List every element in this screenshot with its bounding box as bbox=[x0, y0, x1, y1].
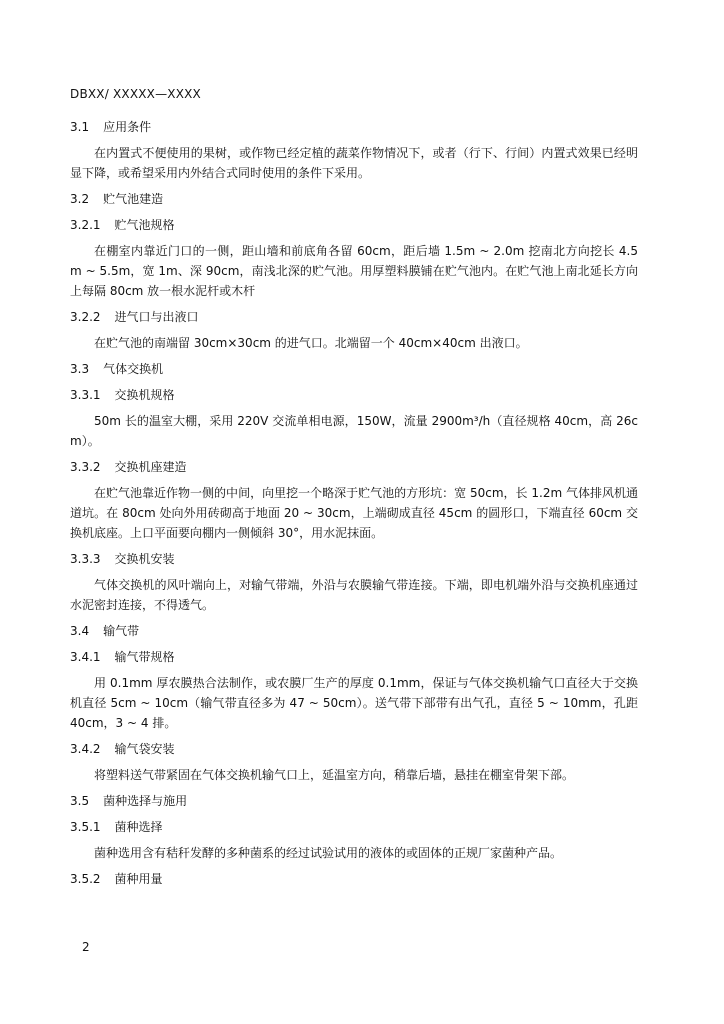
subsection-heading bbox=[70, 871, 638, 887]
section-heading bbox=[70, 361, 638, 377]
section-number: 3.4.1 bbox=[70, 650, 101, 664]
section-number: 3.5 bbox=[70, 794, 90, 808]
section-number: 3.2.2 bbox=[70, 310, 101, 324]
section-heading bbox=[70, 623, 638, 639]
body-paragraph: 气体交换机的风叶端向上，对输气带端，外沿与农膜输气带连接。下端，即电机端外沿与交换机座通过水泥密封连接，不得透气。 bbox=[70, 578, 638, 612]
section-title: 输气袋安装 bbox=[114, 742, 175, 756]
subsection-heading bbox=[70, 459, 638, 475]
body-paragraph: 菌种选用含有秸秆发酵的多种菌系的经过试验试用的液体的或固体的正规厂家菌种产品。 bbox=[94, 846, 563, 860]
section-number: 3.5.1 bbox=[70, 820, 101, 834]
section-title: 进气口与出液口 bbox=[114, 310, 199, 324]
section-number: 3.4.2 bbox=[70, 742, 101, 756]
section-heading bbox=[70, 793, 638, 809]
subsection-heading bbox=[70, 309, 638, 325]
section-title: 菌种选择与施用 bbox=[103, 794, 188, 808]
section-number: 3.5.2 bbox=[70, 872, 101, 886]
section-title: 输气带规格 bbox=[114, 650, 175, 664]
section-number: 3.2.1 bbox=[70, 218, 101, 232]
body-paragraph: 在贮气池靠近作物一侧的中间，向里挖一个略深于贮气池的方形坑：宽 50cm，长 1.2m 气体排风机通道坑。在 80cm 处向外用砖砌高于地面 20 ~ 30cm，上端砌成直径 45cm 的圆形口，下端直径 60cm 交换机底座。上口平面要向棚内一侧倾斜 30°，用水泥抹面。 bbox=[70, 486, 638, 540]
body-paragraph: 50m 长的温室大棚，采用 220V 交流单相电源，150W，流量 2900m³/h（直径规格 40cm，高 26cm）。 bbox=[70, 414, 638, 448]
section-title: 菌种用量 bbox=[114, 872, 163, 886]
subsection-heading bbox=[70, 819, 638, 835]
section-title: 菌种选择 bbox=[114, 820, 163, 834]
section-number: 3.3.1 bbox=[70, 388, 101, 402]
body-paragraph: 在内置式不便使用的果树，或作物已经定植的蔬菜作物情况下，或者（行下、行间）内置式效果已经明显下降，或希望采用内外结合式同时使用的条件下采用。 bbox=[70, 146, 638, 180]
section-number: 3.4 bbox=[70, 624, 90, 638]
section-title: 贮气池建造 bbox=[103, 192, 164, 206]
subsection-heading bbox=[70, 741, 638, 757]
section-title: 交换机安装 bbox=[114, 552, 175, 566]
section-title: 气体交换机 bbox=[103, 362, 164, 376]
document-body bbox=[70, 119, 638, 897]
subsection-heading bbox=[70, 387, 638, 403]
section-number: 3.3 bbox=[70, 362, 90, 376]
section-heading bbox=[70, 191, 638, 207]
section-heading bbox=[70, 119, 638, 135]
section-title: 输气带 bbox=[103, 624, 140, 638]
section-title: 交换机座建造 bbox=[114, 460, 187, 474]
section-number: 3.1 bbox=[70, 120, 90, 134]
section-title: 贮气池规格 bbox=[114, 218, 175, 232]
document-code-header: DBXX/ XXXXX—XXXX bbox=[70, 87, 201, 101]
subsection-heading bbox=[70, 649, 638, 665]
body-paragraph: 将塑料送气带紧固在气体交换机输气口上，延温室方向，稍靠后墙，悬挂在棚室骨架下部。 bbox=[94, 768, 575, 782]
section-number: 3.3.2 bbox=[70, 460, 101, 474]
section-title: 交换机规格 bbox=[114, 388, 175, 402]
body-paragraph: 在棚室内靠近门口的一侧，距山墙和前底角各留 60cm，距后墙 1.5m ~ 2.0m 挖南北方向挖长 4.5 m ~ 5.5m，宽 1m、深 90cm，南浅北深的贮气池。用厚塑料膜铺在贮气池内。在贮气池上南北延长方向上每隔 80cm 放一根水泥杆或木杆 bbox=[70, 244, 638, 298]
section-title: 应用条件 bbox=[103, 120, 152, 134]
body-paragraph: 用 0.1mm 厚农膜热合法制作，或农膜厂生产的厚度 0.1mm，保证与气体交换机输气口直径大于交换机直径 5cm ~ 10cm（输气带直径多为 47 ~ 50cm）。送气带下部带有出气孔，直径 5 ~ 10mm，孔距 40cm，3 ~ 4 排。 bbox=[70, 676, 638, 730]
body-paragraph: 在贮气池的南端留 30cm×30cm 的进气口。北端留一个 40cm×40cm 出液口。 bbox=[94, 336, 528, 350]
section-number: 3.2 bbox=[70, 192, 90, 206]
subsection-heading bbox=[70, 217, 638, 233]
page-number: 2 bbox=[82, 940, 90, 954]
subsection-heading bbox=[70, 551, 638, 567]
section-number: 3.3.3 bbox=[70, 552, 101, 566]
